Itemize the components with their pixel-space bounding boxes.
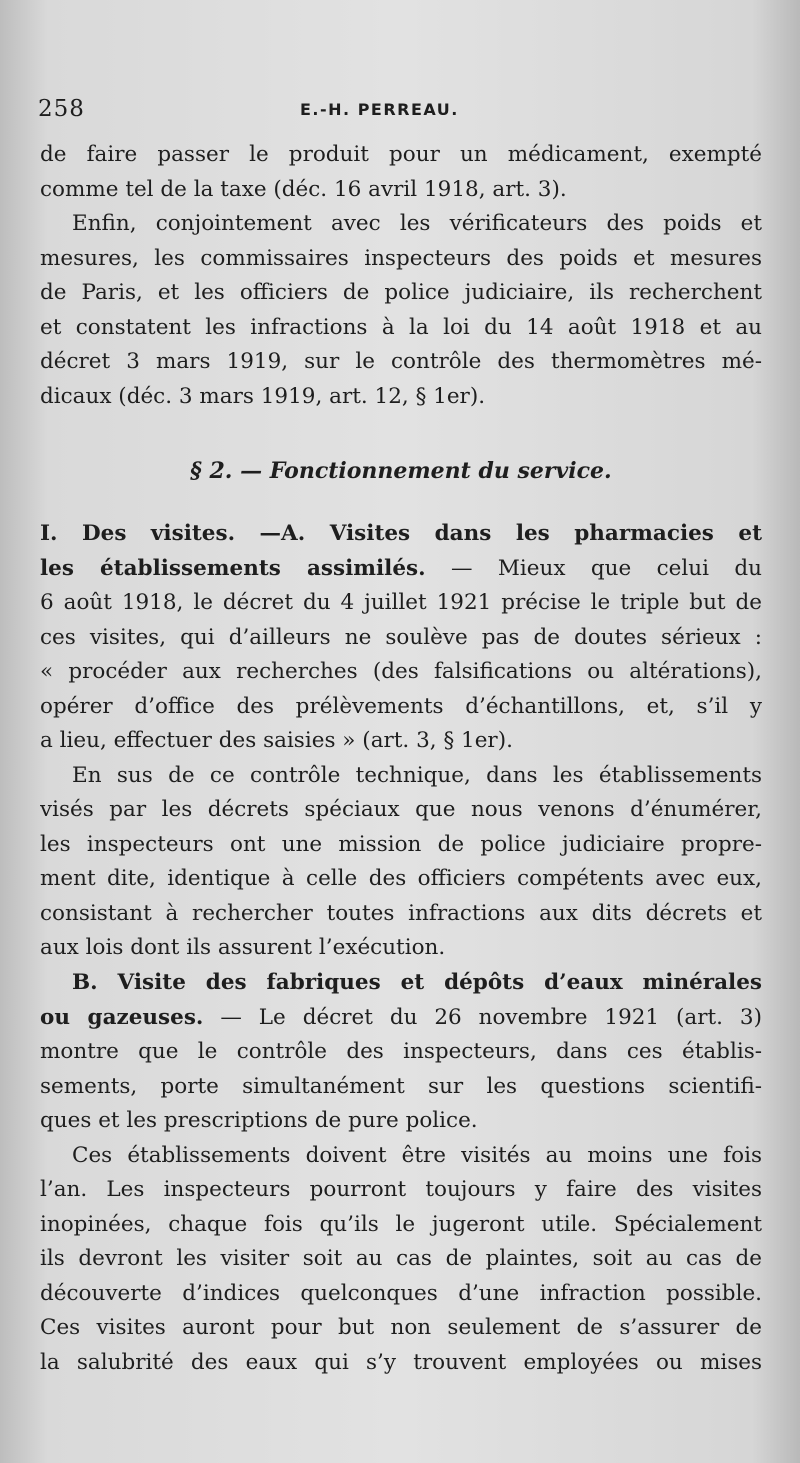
- running-head: E.-H. PERREAU.: [300, 100, 459, 119]
- text-line: 6 août 1918, le décret du 4 juillet 1921 précise le triple but de: [40, 590, 762, 615]
- text-line: la salubrité des eaux qui s’y trouvent employées ou mises: [40, 1349, 762, 1375]
- heading-fragment: ou gazeuses.: [40, 1004, 204, 1030]
- text-line: sements, porte simultanément sur les questions scientifi-: [40, 1073, 762, 1099]
- text-line: de Paris, et les officiers de police judiciaire, ils recherchent: [40, 280, 762, 305]
- subsection-heading: I. Des visites. —A. Visites dans les pharmacies et: [40, 521, 762, 546]
- text-line: [40, 552, 762, 587]
- text-line: opérer d’office des prélèvements d’échantillons, et, s’il y: [40, 693, 762, 719]
- text-line: ils devront les visiter soit au cas de plaintes, soit au cas de: [40, 1246, 762, 1271]
- text-line: découverte d’indices quelconques d’une infraction possible.: [40, 1280, 762, 1306]
- heading-fragment: les établissements assimilés.: [40, 555, 426, 581]
- text-line: ment dite, identique à celle des officiers compétents avec eux,: [40, 866, 762, 891]
- section-heading: § 2. — Fonctionnement du service.: [190, 458, 612, 484]
- text-line: inopinées, chaque fois qu’ils le jugeront utile. Spécialement: [40, 1211, 762, 1237]
- text-line: En sus de ce contrôle technique, dans les établissements: [72, 762, 762, 788]
- text-line: Ces établissements doivent être visités au moins une fois: [72, 1142, 762, 1168]
- text-fragment: — Le décret du 26 novembre 1921 (art. 3): [203, 1004, 762, 1030]
- text-line: et constatent les infractions à la loi du 14 août 1918 et au: [40, 314, 762, 340]
- text-line: consistant à rechercher toutes infractions aux dits décrets et: [40, 900, 762, 926]
- text-line: Ces visites auront pour but non seulement de s’assurer de: [40, 1315, 762, 1340]
- text-line: ces visites, qui d’ailleurs ne soulève pas de doutes sérieux :: [40, 624, 762, 650]
- text-line: « procéder aux recherches (des falsifications ou altérations),: [40, 659, 762, 684]
- text-line: montre que le contrôle des inspecteurs, dans ces établis-: [40, 1039, 762, 1064]
- page-header: [38, 96, 758, 130]
- text-line: l’an. Les inspecteurs pourront toujours y faire des visites: [40, 1177, 762, 1202]
- page-number: 258: [38, 96, 85, 122]
- paragraph-block-3: [40, 966, 762, 1380]
- text-line: les inspecteurs ont une mission de police judiciaire propre-: [40, 831, 762, 857]
- subsection-heading: B. Visite des fabriques et dépôts d’eaux minérales: [72, 970, 762, 995]
- text-line: a lieu, effectuer des saisies » (art. 3, § 1er).: [40, 728, 513, 753]
- text-line: Enfin, conjointement avec les vérificateurs des poids et: [72, 211, 762, 236]
- text-line: visés par les décrets spéciaux que nous venons d’énumérer,: [40, 797, 762, 822]
- text-line: aux lois dont ils assurent l’exécution.: [40, 935, 446, 960]
- text-line: ques et les prescriptions de pure police.: [40, 1108, 478, 1133]
- text-line: mesures, les commissaires inspecteurs des poids et mesures: [40, 245, 762, 271]
- text-line: [40, 1001, 762, 1036]
- text-line: dicaux (déc. 3 mars 1919, art. 12, § 1er).: [40, 383, 486, 409]
- text-line: comme tel de la taxe (déc. 16 avril 1918, art. 3).: [40, 176, 567, 202]
- paragraph-block-1: [40, 138, 762, 414]
- text-line: décret 3 mars 1919, sur le contrôle des thermomètres mé-: [40, 349, 762, 374]
- text-fragment: — Mieux que celui du: [425, 555, 762, 581]
- text-line: de faire passer le produit pour un médicament, exempté: [40, 142, 762, 167]
- paragraph-block-2: [40, 517, 762, 966]
